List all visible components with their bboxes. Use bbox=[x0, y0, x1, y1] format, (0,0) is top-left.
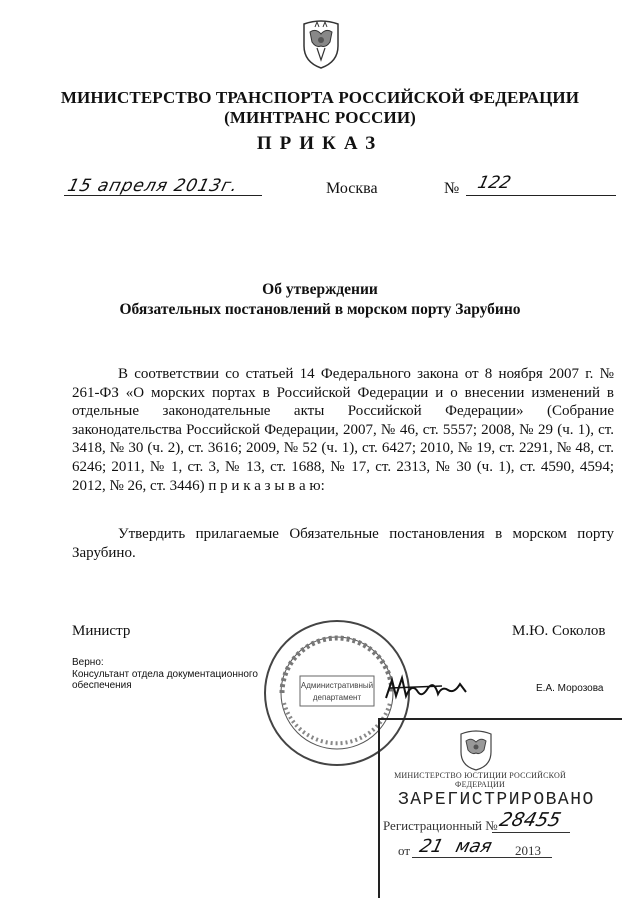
round-stamp-line-1: Административный bbox=[300, 681, 374, 690]
ministry-header bbox=[0, 88, 640, 128]
body-paragraph-1: В соответствии со статьей 14 Федерального закона от 8 ноября 2007 г. № 261-ФЗ «О морских портах в Российской Федерации и о внесении изменений в отдельные законодательные акты Российской Федерации» (Собрание законодательства Российской Федерации, 2007, № 46, ст. 5557; 2008, № 29 (ч. 1), ст. 3418, № 30 (ч. 2), ст. 3616; 2009, № 52 (ч. 1), ст. 6427; 2010, № 19, ст. 2291, № 48, ст. 6246; 2011, № 1, ст. 3, № 13, ст. 1688, № 17, ст. 2313, № 30 (ч. 1), ст. 4590, 4594; 2012, № 26, ст. 3446) п р и к а з ы в а ю: bbox=[72, 366, 614, 494]
city-label: Москва bbox=[326, 180, 378, 197]
ministry-name: МИНИСТЕРСТВО ТРАНСПОРТА РОССИЙСКОЙ ФЕДЕРАЦИИ bbox=[60, 88, 580, 107]
registration-status: ЗАРЕГИСТРИРОВАНО bbox=[398, 790, 595, 810]
number-underline bbox=[466, 195, 616, 196]
signatory-title: Министр bbox=[72, 623, 131, 639]
subject-line-2: Обязательных постановлений в морском порту Зарубино bbox=[119, 301, 521, 318]
registration-number-handwritten: 28455 bbox=[497, 809, 564, 831]
ministry-short-name: (МИНТРАНС РОССИИ) bbox=[224, 108, 416, 127]
registration-number-underline bbox=[492, 832, 570, 833]
registration-org-name: МИНИСТЕРСТВО ЮСТИЦИИ РОССИЙСКОЙ ФЕДЕРАЦИИ bbox=[394, 771, 566, 789]
number-sign: № bbox=[444, 180, 460, 197]
handwritten-signature bbox=[382, 668, 482, 708]
coat-of-arms-emblem bbox=[298, 18, 344, 70]
handwritten-date: 15 апреля 2013г. bbox=[65, 176, 241, 196]
registration-date-year: 2013 bbox=[515, 843, 541, 858]
registration-date-month: мая bbox=[453, 836, 495, 857]
round-stamp-line-2: департамент bbox=[312, 693, 362, 702]
verification-position: Консультант отдела документационного bbox=[72, 668, 258, 680]
registration-date-day: 21 bbox=[417, 836, 446, 857]
date-underline bbox=[64, 195, 262, 196]
verifier-name: Е.А. Морозова bbox=[536, 683, 604, 694]
registration-number-label: Регистрационный № bbox=[383, 818, 498, 833]
verification-position-cont: обеспечения bbox=[72, 680, 132, 691]
verification-block bbox=[72, 657, 272, 692]
registration-date-underline bbox=[412, 857, 552, 858]
document-subject bbox=[0, 280, 640, 320]
subject-line-1: Об утверждении bbox=[262, 281, 378, 298]
document-type-title: ПРИКАЗ bbox=[256, 133, 384, 154]
body-paragraph-2: Утвердить прилагаемые Обязательные постановления в морском порту Зарубино. bbox=[72, 526, 614, 561]
registration-date-prefix: от bbox=[398, 843, 411, 858]
signatory-name: М.Ю. Соколов bbox=[512, 623, 606, 639]
handwritten-order-number: 122 bbox=[475, 173, 513, 193]
verification-label: Верно: bbox=[72, 657, 104, 668]
registration-emblem bbox=[455, 728, 497, 772]
